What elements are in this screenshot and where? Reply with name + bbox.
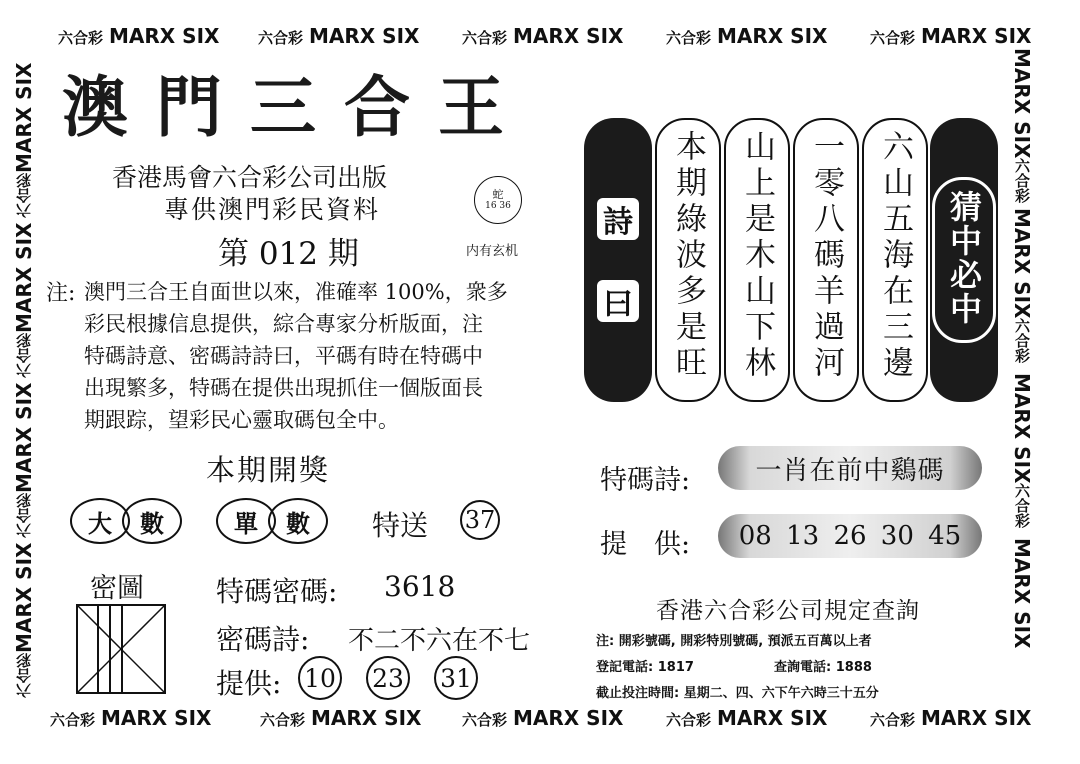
- note-line: 澳門三合王自面世以來，准確率 100%，衆多: [84, 280, 508, 304]
- code-label: 特碼密碼:: [216, 575, 338, 608]
- diagram-label: 密圖: [90, 573, 144, 604]
- big-number-badge: [70, 498, 182, 544]
- zodiac-animal: 蛇: [492, 187, 504, 201]
- number-char: 數: [122, 498, 182, 544]
- odd-number-badge: [216, 498, 328, 544]
- right-border: MARX SIX六合彩MARX SIX六合彩MARX SIX六合彩MARX SIX: [1010, 48, 1034, 649]
- poem-scroll: [862, 118, 928, 402]
- left-border: 六合彩MARX SIX六合彩MARX SIX六合彩MARX SIX六合彩MARX SIX: [12, 62, 36, 698]
- poem-scroll: [655, 118, 721, 402]
- special-number: 37: [460, 500, 500, 540]
- poem-line: 本期綠波多是旺: [670, 130, 706, 382]
- poem-scroll: [724, 118, 790, 402]
- provide-number: 10: [298, 656, 342, 700]
- secret-diagram: [76, 604, 166, 698]
- hint-text: 内有玄机: [466, 244, 519, 259]
- page-title: 澳門三合王: [62, 68, 532, 146]
- provide-label: 提供:: [216, 667, 282, 700]
- odd-char: 單: [216, 498, 276, 544]
- note-line: 彩民根據信息提供，綜合專家分析版面，注: [84, 312, 483, 336]
- poem-badge-left: [584, 118, 652, 402]
- right-provide-label: 提 供:: [600, 529, 691, 560]
- reg-phone: 登記電話: 1817: [596, 660, 694, 675]
- special-label: 特送: [372, 509, 429, 542]
- draw-heading: 本期開獎: [206, 453, 331, 487]
- guess-badge-right: [930, 118, 998, 402]
- provide-number: 31: [434, 656, 478, 700]
- note-body: [84, 276, 564, 436]
- note-line: 出現繁多，特碼在提供出現抓住一個版面長: [84, 376, 483, 400]
- inquiry-note: 注: 開彩號碼, 開彩特別號碼, 預派五百萬以上者: [596, 634, 872, 649]
- poem-line: 山上是木山下林: [739, 130, 775, 382]
- special-poem-value: 一肖在前中鷄碼: [755, 455, 945, 486]
- secret-poem-label: 密碼詩:: [216, 623, 310, 656]
- zodiac-seal: [474, 176, 522, 224]
- zodiac-numbers: 16 36: [485, 200, 511, 211]
- code-value: 3618: [384, 570, 456, 603]
- query-phone: 查詢電話: 1888: [774, 660, 872, 675]
- deadline: 截止投注時間: 星期二、四、六下午六時三十五分: [596, 686, 879, 701]
- poem-line: 一零八碼羊過河: [808, 130, 844, 382]
- guess-badge-text: 猜中必中: [945, 190, 983, 326]
- provide-number: 23: [366, 656, 410, 700]
- publisher-line: 香港馬會六合彩公司出版: [112, 163, 388, 192]
- poem-badge-char: 曰: [597, 280, 639, 322]
- subtitle-line: 專供澳門彩民資料: [164, 195, 381, 224]
- issue-number: 第 012 期: [218, 236, 359, 272]
- poem-scroll: [793, 118, 859, 402]
- top-border: 六合彩 MARX SIX 六合彩 MARX SIX 六合彩 MARX SIX 六合彩 MARX SIX 六合彩 MARX SIX: [58, 24, 1032, 48]
- right-provide-pill: [718, 514, 982, 558]
- bottom-border: 六合彩 MARX SIX 六合彩 MARX SIX 六合彩 MARX SIX 六合彩 MARX SIX 六合彩 MARX SIX: [50, 706, 1032, 730]
- note-prefix: 注:: [46, 281, 76, 306]
- poem-line: 六山五海在三邊: [877, 130, 913, 382]
- special-poem-label: 特碼詩:: [600, 465, 691, 496]
- number-char: 數: [268, 498, 328, 544]
- poem-badge-char: 詩: [597, 198, 639, 240]
- inquiry-title: 香港六合彩公司規定查詢: [656, 598, 920, 624]
- note-line: 期跟踪，望彩民心靈取碼包全中。: [84, 408, 399, 432]
- right-provide-value: 08 13 26 30 45: [738, 521, 962, 551]
- note-line: 特碼詩意、密碼詩詩曰，平碼有時在特碼中: [84, 344, 483, 368]
- secret-poem-value: 不二不六在不七: [348, 626, 531, 656]
- big-char: 大: [70, 498, 130, 544]
- special-poem-pill: [718, 446, 982, 490]
